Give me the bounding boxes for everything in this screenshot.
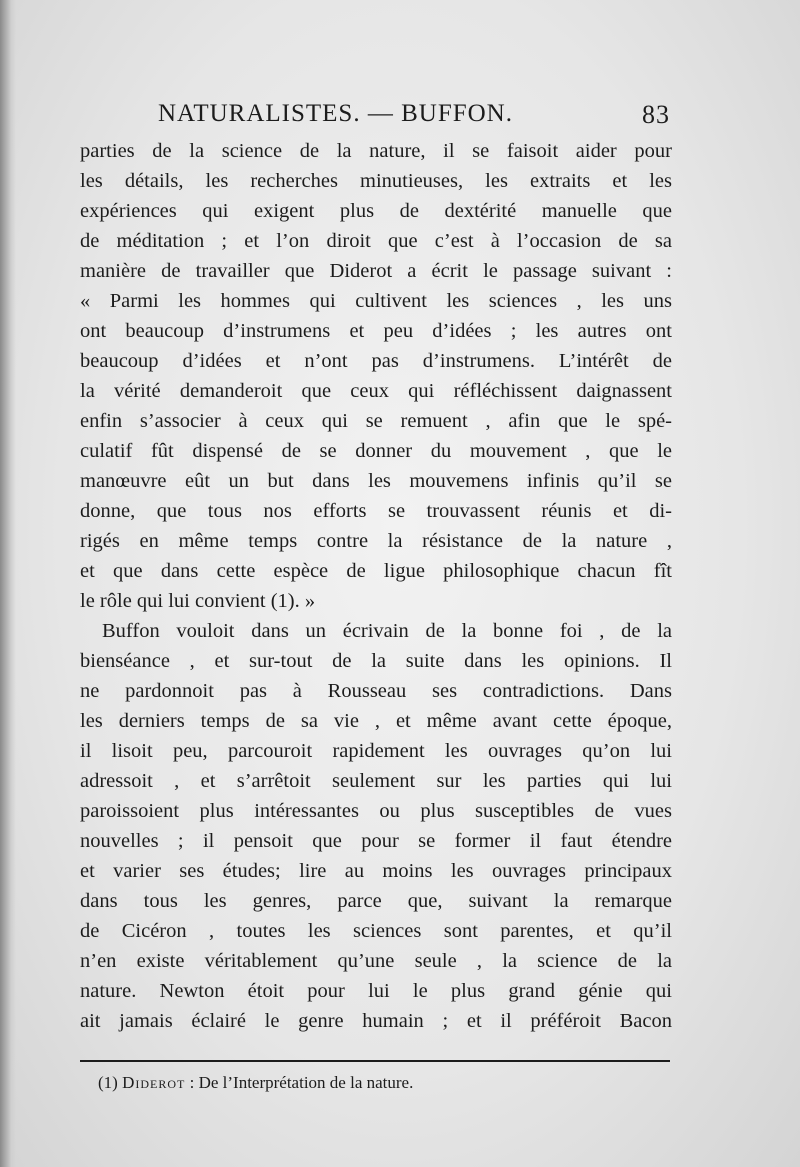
footnote-rule xyxy=(80,1060,670,1062)
footnote-author: Diderot xyxy=(122,1073,186,1092)
footnote-marker: (1) xyxy=(98,1073,118,1092)
text-line: de méditation ; et l’on diroit que c’est à l’occasion de sa xyxy=(80,230,672,252)
text-line: bienséance , et sur-tout de la suite dans les opinions. Il xyxy=(80,650,672,672)
footnote xyxy=(98,1073,658,1093)
text-line: culatif fût dispensé de se donner du mouvement , que le xyxy=(80,440,672,462)
running-head xyxy=(158,100,670,134)
text-line: parties de la science de la nature, il se faisoit aider pour xyxy=(80,140,672,162)
text-line: et varier ses études; lire au moins les ouvrages principaux xyxy=(80,860,672,882)
text-line: ait jamais éclairé le genre humain ; et il préféroit Bacon xyxy=(80,1010,672,1032)
text-line: manière de travailler que Diderot a écrit le passage suivant : xyxy=(80,260,672,282)
text-line: Buffon vouloit dans un écrivain de la bonne foi , de la xyxy=(102,620,672,642)
text-line: il lisoit peu, parcouroit rapidement les ouvrages qu’on lui xyxy=(80,740,672,762)
text-line: de Cicéron , toutes les sciences sont parentes, et qu’il xyxy=(80,920,672,942)
text-line: dans tous les genres, parce que, suivant la remarque xyxy=(80,890,672,912)
text-line: n’en existe véritablement qu’une seule , la science de la xyxy=(80,950,672,972)
text-line: ont beaucoup d’instrumens et peu d’idées ; les autres ont xyxy=(80,320,672,342)
text-line: nouvelles ; il pensoit que pour se former il faut étendre xyxy=(80,830,672,852)
binding-gutter xyxy=(0,0,16,1167)
text-line: le rôle qui lui convient (1). » xyxy=(80,590,316,612)
text-line: expériences qui exigent plus de dextérité manuelle que xyxy=(80,200,672,222)
text-line: et que dans cette espèce de ligue philosophique chacun fît xyxy=(80,560,672,582)
text-line: adressoit , et s’arrêtoit seulement sur les parties qui lui xyxy=(80,770,672,792)
text-line: rigés en même temps contre la résistance de la nature , xyxy=(80,530,672,552)
text-line: les derniers temps de sa vie , et même avant cette époque, xyxy=(80,710,672,732)
text-line: « Parmi les hommes qui cultivent les sciences , les uns xyxy=(80,290,672,312)
text-line: ne pardonnoit pas à Rousseau ses contradictions. Dans xyxy=(80,680,672,702)
text-line: donne, que tous nos efforts se trouvassent réunis et di- xyxy=(80,500,672,522)
page-number: 83 xyxy=(642,100,670,129)
text-line: nature. Newton étoit pour lui le plus grand génie qui xyxy=(80,980,672,1002)
footnote-text: : De l’Interprétation de la nature. xyxy=(189,1073,414,1092)
text-line: la vérité demanderoit que ceux qui réfléchissent daignassent xyxy=(80,380,672,402)
text-line: paroissoient plus intéressantes ou plus susceptibles de vues xyxy=(80,800,672,822)
text-line: beaucoup d’idées et n’ont pas d’instrumens. L’intérêt de xyxy=(80,350,672,372)
body-text xyxy=(80,136,672,1036)
running-title: NATURALISTES. — BUFFON. xyxy=(158,100,513,127)
text-line: enfin s’associer à ceux qui se remuent , afin que le spé- xyxy=(80,410,672,432)
text-line: les détails, les recherches minutieuses, les extraits et les xyxy=(80,170,672,192)
text-line: manœuvre eût un but dans les mouvemens infinis qu’il se xyxy=(80,470,672,492)
